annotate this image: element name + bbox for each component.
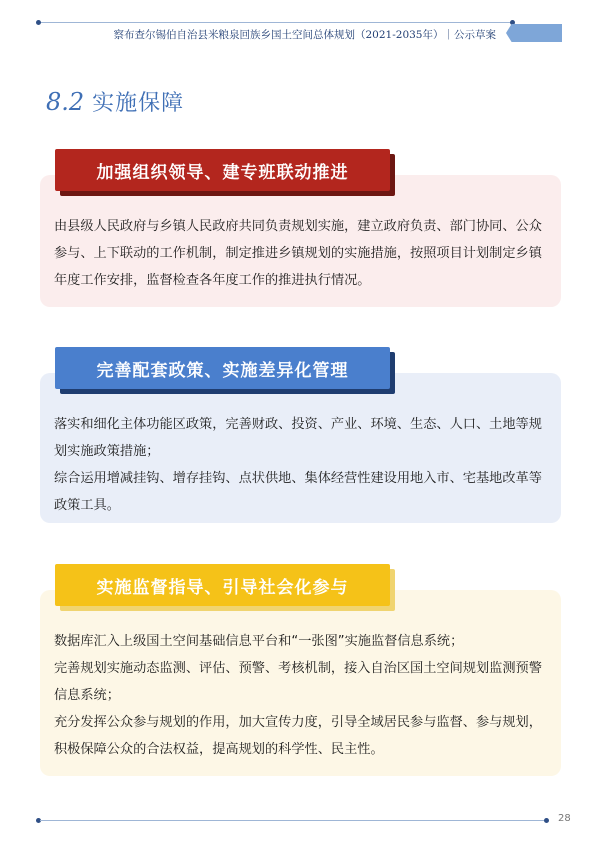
card-paragraph: 数据库汇入上级国土空间基础信息平台和“一张图”实施监督信息系统；: [54, 634, 464, 649]
section-title: 实施保障: [92, 91, 185, 116]
card-policy: [40, 373, 561, 523]
card-body: [54, 213, 549, 294]
header-tab-decoration: [506, 24, 562, 42]
card-paragraph: 完善规划实施动态监测、评估、预警、考核机制，接入自治区国土空间规划监测预警信息系统；: [54, 661, 542, 703]
header-rule: [40, 22, 512, 23]
section-number: 8.2: [46, 88, 85, 116]
footer-rule-dot: [544, 818, 549, 823]
card-paragraph: 由县级人民政府与乡镇人民政府共同负责规划实施，建立政府负责、部门协同、公众参与、上下联动的工作机制，制定推进乡镇规划的实施措施，按照项目计划制定乡镇年度工作安排，监督检查各年度工作的推进执行情况。: [54, 219, 542, 288]
card-paragraph: 落实和细化主体功能区政策，完善财政、投资、产业、环境、生态、人口、土地等规划实施政策措施；: [54, 417, 542, 459]
card-body: [54, 628, 549, 763]
card-paragraph: 综合运用增减挂钩、增存挂钩、点状供地、集体经营性建设用地入市、宅基地改革等政策工具。: [54, 471, 542, 513]
card-banner-policy: 完善配套政策、实施差异化管理: [55, 347, 390, 389]
card-body: [54, 411, 549, 519]
header-title: 察布查尔锡伯自治县米粮泉回族乡国土空间总体规划（2021-2035年）｜公示草案: [113, 29, 496, 41]
footer-rule: [40, 820, 546, 821]
card-banner-supervision: 实施监督指导、引导社会化参与: [55, 564, 390, 606]
section-heading: [46, 86, 184, 120]
header-rule-dot: [36, 20, 41, 25]
card-paragraph: 充分发挥公众参与规划的作用，加大宣传力度，引导全域居民参与监督、参与规划，积极保障公众的合法权益，提高规划的科学性、民主性。: [54, 715, 542, 757]
card-banner-organization: 加强组织领导、建专班联动推进: [55, 149, 390, 191]
card-supervision: [40, 590, 561, 776]
page-number: 28: [558, 813, 571, 824]
